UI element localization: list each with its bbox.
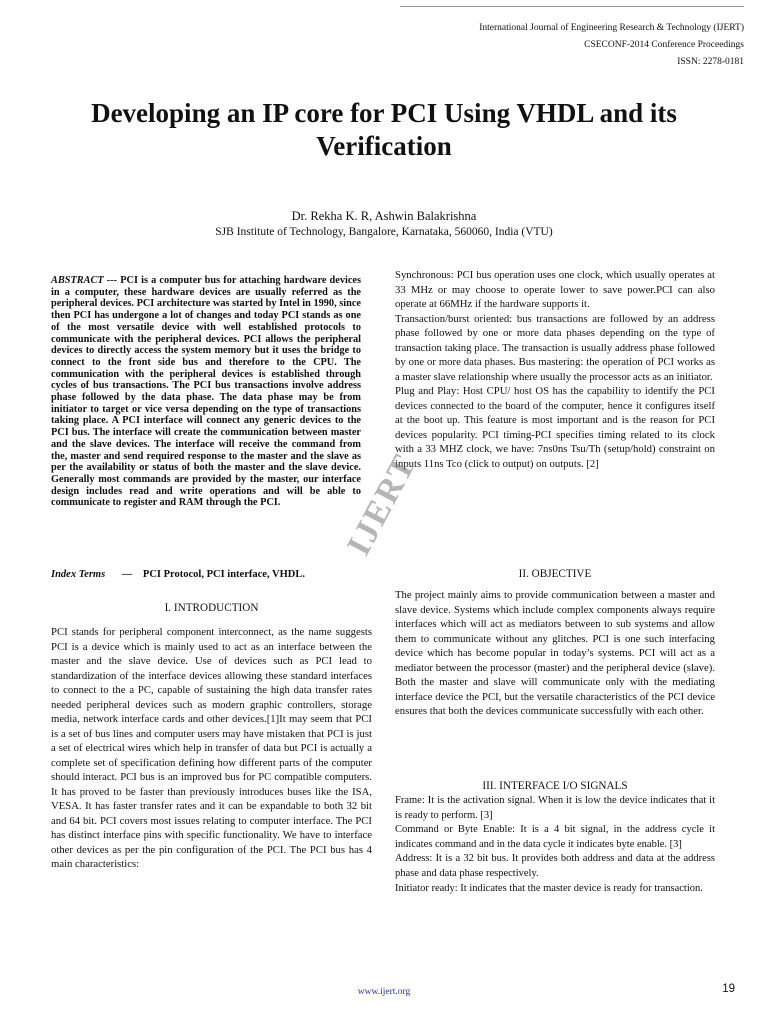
right-top-section: [395, 268, 715, 471]
affiliation: SJB Institute of Technology, Bangalore, Karnataka, 560060, India (VTU): [215, 226, 553, 238]
objective-heading: II. OBJECTIVE: [518, 568, 592, 580]
abstract-text: PCI is a computer bus for attaching hardware devices in a computer, these hardware devices are usually referred as the peripheral devices. PCI architecture was started by Intel in 1990, since then PCI has undergone a lot of changes and today PCI stands as one of the most versatile device with well established protocols to communicate with the peripheral devices. PCI allows the peripheral devices to directly access the system memory but it uses the bridge to connect to the front side bus and therefore to the CPU. The communication with the peripheral devices is established through cycles of bus transactions. The PCI bus transactions involve address phase followed by the data phase. The data phase may be from initiator to target or vice versa depending on the type of transactions taking place. A PCI interface will connect any generic devices to the PCI bus. The interface will create the communication between master and the slave devices. The interface will receive the command from the, master and send required response to the master and the slave as per the availability or status of both the master and the slave device. Generally most commands are provided by the master, our interface design includes read and write operations and will be able to communicate to register and RAM through the PCI.: [51, 275, 361, 509]
paper-title: Developing an IP core for PCI Using VHDL and its Verification: [91, 98, 677, 161]
footer-url[interactable]: www.ijert.org: [357, 987, 411, 997]
header-rule: [400, 6, 744, 7]
abstract-label: ABSTRACT ---: [51, 275, 118, 286]
index-terms-dash: —: [121, 569, 133, 580]
intro-paragraph: PCI stands for peripheral component interconnect, as the name suggests PCI is a device which is mainly used to act as an interface between the master and the slave device. Use of devices such as PCI lead to standardization of the interface devices allowing these standard interfaces to connect to the a PC, capable of sustaining the high data transfer rates needed peripheral devices such as modern graphic controllers, storage media, network interface cards and other devices.[1]It may seem that PCI is a set of bus lines and computer users may have mistaken that PCI is just a set of electrical wires which help in transfer of data but PCI is actually a complete set of specification defining how different parts of the computer should interact. PCI bus is an improved bus for PC compatible computers. It has proved to be faster than previously introduces buses like the ISA, VESA. It has faster transfer rates and it can be expandable to both 32 bit and 64 bit. PCI covers most issues relating to computer interface. The PCI has distinct interface pins with specific functionality. We have to interface other devices as per the pin configuration of the PCI. The PCI bus has 4 main characteristics:: [51, 626, 372, 870]
objective-paragraph: The project mainly aims to provide communication between a master and slave device. Systems which include complex components always require interfaces which will act as mediators between to sub systems and allow them to communicate without any glitches. PCI is one such interfacing device which has become popular in today’s systems. PCI will act as a mediator between the processor (master) and the peripheral device (slave). Both the master and slave will communicate only with the mediating interface device the PCI, but the versatile characteristics of the PCI device ensures that both the devices communicate successfully with each other.: [395, 589, 715, 717]
abstract: [51, 275, 361, 509]
index-terms: [51, 569, 372, 580]
issn: ISSN: 2278-0181: [677, 57, 744, 67]
frame-signal: Frame: It is the activation signal. When it is low the device indicates that it is ready to perform. [3]: [395, 795, 715, 821]
ijert-watermark: IJERT: [340, 447, 424, 562]
command-signal: Command or Byte Enable: It is a 4 bit signal, in the address cycle it indicates command and in the data cycle it indicates byte enable. [3]: [395, 824, 715, 850]
proceedings-name: CSECONF-2014 Conference Proceedings: [584, 40, 744, 50]
signals-heading: III. INTERFACE I/O SIGNALS: [482, 780, 628, 792]
intro-heading: I. INTRODUCTION: [164, 602, 259, 614]
initiator-ready-signal: Initiator ready: It indicates that the master device is ready for transaction.: [395, 882, 703, 894]
authors: Dr. Rekha K. R, Ashwin Balakrishna: [291, 209, 477, 223]
index-terms-label: Index Terms: [51, 569, 106, 580]
journal-header: [424, 20, 744, 71]
page-number: 19: [722, 983, 735, 995]
index-terms-text: PCI Protocol, PCI interface, VHDL.: [142, 569, 305, 580]
signals-text: [395, 794, 715, 896]
objective-text: [395, 588, 715, 719]
address-signal: Address: It is a 32 bit bus. It provides both address and data at the address phase and data phase respectively.: [395, 853, 715, 879]
plug-and-play-paragraph: Plug and Play: Host CPU/ host OS has the capability to identify the PCI devices connected to the board of the computer, hence it configures itself at the boot up. This feature is most important and is the reason for PCI devices popularity. PCI timing-PCI specifies timing related to its clock with a 33 MHZ clock, we have: 7ns0ns Tsu/Th (setup/hold) constraint on inputs 11ns Tco (click to output) on outputs. [2]: [395, 385, 715, 470]
intro-text: [51, 625, 372, 872]
transaction-paragraph: Transaction/burst oriented: bus transactions are followed by an address phase followed by one or more data phases depending on the type of transaction taking place. The transaction is usually address phase followed by one or more data phases. Bus mastering: the operation of PCI works as a master slave relationship where usually the processor acts as an initiator.: [395, 312, 715, 383]
journal-name: International Journal of Engineering Research & Technology (IJERT): [479, 23, 744, 33]
synchronous-paragraph: Synchronous: PCI bus operation uses one clock, which usually operates at 33 MHz or may choose to operate lower to save power.PCI can also operate at 66MHz if the hardware supports it.: [395, 269, 715, 310]
